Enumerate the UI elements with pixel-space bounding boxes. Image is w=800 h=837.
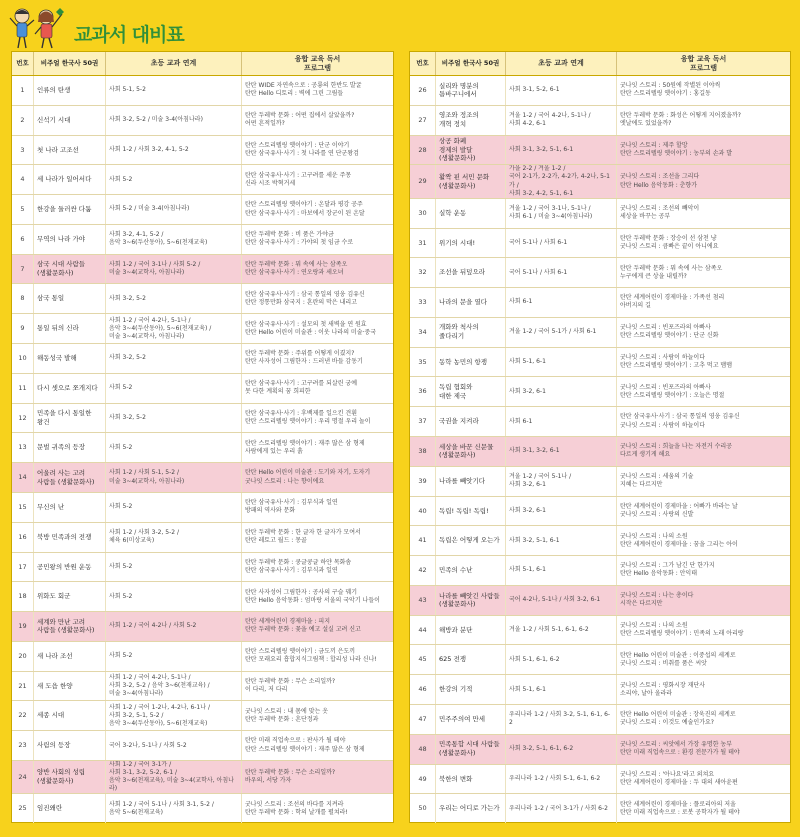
table-row	[12, 493, 393, 523]
curriculum-link: 국어 3-2나, 5-1나 / 사회 5-2	[106, 731, 242, 760]
reading-program: 굿나잇 스토리 : 나의 소원 탄탄 스토리텔링 옛이야기 : 민족의 노래 아리랑	[620, 621, 744, 638]
book-title: 한강을 둘러싼 다툼	[34, 195, 106, 224]
header-curriculum: 초등 교과 연계	[106, 52, 242, 75]
table-row	[12, 76, 393, 106]
curriculum-link: 사회 1-2 / 국어 5-1나 / 사회 3-1, 5-2 / 음악 5~6(천재교육)	[106, 794, 242, 823]
reading-program: 굿나잇 스토리 : 희늘을 나는 자전거 수리공 다르게 생기게 해요	[620, 443, 732, 459]
table-row	[410, 675, 790, 705]
table-row	[12, 106, 393, 136]
table-row	[12, 612, 393, 642]
reading-program: 탄탄 세계어린이 경제마을 : 가족선 첨리 아버지의 길	[620, 294, 725, 310]
curriculum-link: 사회 6-1	[506, 407, 617, 436]
curriculum-link: 사회 1-2 / 국어 4-2나 / 사회 5-2	[106, 612, 242, 641]
book-title: 해방과 분단	[436, 616, 506, 645]
row-number: 44	[410, 616, 436, 645]
row-number: 22	[12, 701, 34, 730]
table-row	[12, 374, 393, 404]
reading-program: 탄탄 세계어린이 경제마을 : 피지 탄탄 두레박 문화 : 꽃을 예고 설실 고려 신고	[245, 618, 361, 634]
table-row	[410, 467, 790, 497]
table-row	[12, 284, 393, 314]
row-number: 16	[12, 523, 34, 552]
reading-program: 굿나잇 스토리 : 제주 할망 탄탄 스토리텔링 옛이야기 : 농부의 손과 발	[620, 141, 732, 157]
reading-program: 탄탄 Hello 어린이 미술관 : 도기와 자기, 도자기 굿나잇 스토리 : 나는 향이에요	[245, 469, 371, 485]
table-row	[410, 288, 790, 318]
curriculum-link: 사회 1-2 / 사회 3-2, 5-2 / 체육 6(미상교육)	[106, 523, 242, 552]
table-row	[12, 701, 393, 731]
row-number: 48	[410, 735, 436, 764]
book-title: 독립 협회와 대한 제국	[436, 377, 506, 406]
curriculum-link: 겨울 1-2 / 국어 5-1가 / 사회 6-1	[506, 318, 617, 347]
reading-program: 탄탄 스토리텔링 옛이야기 : 재주 많은 삼 형제 사람에게 있는 우리 흙	[245, 439, 365, 455]
book-title: 민주주의여 만세	[436, 705, 506, 734]
reading-program: 탄탄 삼국유사·사기 : 삼국 통일의 영웅 김유신 굿나잇 스토리 : 사람이 하늘이다	[620, 413, 740, 429]
curriculum-link: 사회 5-2 / 미술 3-4(아침나라)	[106, 195, 242, 224]
reading-program: 탄탄 두레박 문화 : 무슨 소리일까? 이 다리, 저 다리	[245, 677, 336, 694]
reading-program: 탄탄 삼국유사·사기 : 삼국 통일의 영웅 김유신 탄탄 정통만화 삼국지 : 혼란의 막은 내리고	[245, 290, 365, 306]
row-number: 35	[410, 348, 436, 377]
book-title: 신석기 시대	[34, 106, 106, 135]
curriculum-link: 사회 6-1	[506, 288, 617, 317]
page-header	[0, 0, 800, 52]
table-row	[410, 348, 790, 378]
reading-program: 굿나잇 스토리 : 사람이 하늘이다 탄탄 스토리텔링 옛이야기 : 고추 먹고 맴맴	[620, 353, 732, 370]
curriculum-link: 겨울 1-2 / 국어 4-2나, 5-1나 / 사회 4-2, 6-1	[506, 106, 617, 135]
reading-program: 굿나잇 스토리 : '아나요'라고 외쳐요 탄탄 세계어린이 경제마을 : 두 대의 새아윤편	[620, 770, 738, 786]
book-title: 삼국 통일	[34, 284, 106, 313]
table-row	[410, 229, 790, 259]
table-row	[12, 255, 393, 285]
table-header	[410, 52, 790, 76]
reading-program: 굿나잇 스토리 : 평화시장 재단사 소리야, 날아 올라라	[620, 681, 705, 697]
book-title: 어울려 사는 고려 사람들 (생활문화사)	[34, 463, 106, 492]
curriculum-link: 사회 3-2, 6-1	[506, 377, 617, 406]
header-title: 비주얼 한국사 50권	[436, 52, 506, 75]
book-title: 국권을 지켜라	[436, 407, 506, 436]
reading-program: 탄탄 두레박 문화 : 비 품은 가야금 탄탄 삼국유사·사기 : 가야의 첫 임금 수로	[245, 231, 354, 247]
table-header	[12, 52, 393, 76]
book-title: 우리는 어디로 가는가	[436, 794, 506, 823]
row-number: 27	[410, 106, 436, 135]
reading-program: 탄탄 두레박 문화 : 장승이 선 삼천 냥 굿나잇 스토리 : 큼빠은 끝이 아니에요	[620, 234, 719, 250]
table-row	[410, 526, 790, 556]
table-row	[12, 344, 393, 374]
row-number: 25	[12, 794, 34, 823]
row-number: 2	[12, 106, 34, 135]
curriculum-link: 겨울 1-2 / 국어 5-1나 / 사회 3-2, 6-1	[506, 467, 617, 496]
table-row	[12, 642, 393, 672]
row-number: 40	[410, 497, 436, 526]
reading-program: 탄탄 삼국유사·사기 : 설모의 첫 새벽을 연 원효 탄탄 Hello 어린이 미술관 : 이웃 나라의 미술·중국	[245, 320, 377, 336]
row-number: 1	[12, 76, 34, 105]
row-number: 8	[12, 284, 34, 313]
row-number: 26	[410, 76, 436, 105]
row-number: 18	[12, 582, 34, 611]
table-row	[12, 463, 393, 493]
header-reading-program: 융합 교육 독서 프로그램	[294, 55, 341, 72]
curriculum-link: 사회 1-2 / 국어 3-1나 / 사회 5-2 / 미술 3~4(교학사, 아침나라)	[106, 255, 242, 284]
curriculum-link: 사회 3-1, 3-2, 5-1, 6-1	[506, 136, 617, 165]
book-title: 세 나라가 일어서다	[34, 165, 106, 194]
table-row	[12, 195, 393, 225]
table-row	[12, 672, 393, 702]
row-number: 45	[410, 645, 436, 674]
table-row	[12, 761, 393, 794]
book-title: 문벌 귀족의 등장	[34, 433, 106, 462]
table-row	[410, 437, 790, 467]
book-title: 민족을 다시 통일한 왕건	[34, 404, 106, 433]
book-title: 무신의 난	[34, 493, 106, 522]
reading-program: 탄탄 삼국유사·사기 : 후백제를 일으킨 견훤 탄탄 스토리텔링 옛이야기 : 우리 명절 우리 놀이	[245, 409, 371, 425]
curriculum-link: 사회 1-2 / 국어 1-2나, 4-2나, 6-1나 / 사회 3-2, 5-1, 5-2 / 음악 3~4(두산동아), 5~6(천재교육)	[106, 701, 242, 730]
row-number: 3	[12, 136, 34, 165]
reading-program: 탄탄 두레박 문화 : 한 글자 한 글자가 모여서 탄탄 레토고 월드 : 몽골	[245, 529, 361, 545]
table-row	[410, 258, 790, 288]
table-row	[12, 404, 393, 434]
row-number: 39	[410, 467, 436, 496]
reading-program: 탄탄 두레박 문화 : 화성은 어떻게 지어졌을까? 엣날에도 있었을까?	[620, 112, 741, 128]
table-body	[410, 76, 790, 823]
book-title: 위기의 시대!	[436, 229, 506, 258]
row-number: 14	[12, 463, 34, 492]
reading-program: 탄탄 스토리텔링 옛이야기 : 금도끼 은도끼 탄탄 모래요리 흡합지식그림책 : 합리성 나라 신나!	[245, 648, 377, 664]
book-title: 통일 뒤의 신라	[34, 314, 106, 343]
book-title: 실리와 명분의 틈바구니에서	[436, 76, 506, 105]
table-row	[12, 553, 393, 583]
curriculum-link: 사회 3-2, 5-1, 6-1, 6-2	[506, 735, 617, 764]
row-number: 43	[410, 586, 436, 615]
row-number: 33	[410, 288, 436, 317]
book-title: 한강의 기적	[436, 675, 506, 704]
table-row	[12, 314, 393, 344]
book-title: 새 나라 조선	[34, 642, 106, 671]
book-title: 세종 시대	[34, 701, 106, 730]
row-number: 24	[12, 761, 34, 793]
curriculum-link: 겨울 1-2 / 사회 5-1, 6-1, 6-2	[506, 616, 617, 645]
curriculum-link: 국어 5-1나 / 사회 6-1	[506, 229, 617, 258]
reading-program: 탄탄 두레박 문화 : 주위를 어떻게 이겼지? 탄탄 사자성어 그림한자 : 드러낸 바들 감동기	[245, 350, 363, 366]
reading-program: 탄탄 삼국유사·사기 : 고구려를 세운 주몽 신라 시조 박혁거세	[245, 171, 352, 187]
book-title: 첫 나라 고조선	[34, 136, 106, 165]
row-number: 4	[12, 165, 34, 194]
table-row	[410, 199, 790, 229]
curriculum-link: 사회 1-2 / 사회 3-2, 4-1, 5-2	[106, 136, 242, 165]
reading-program: 굿나잇 스토리 : 빈포즈라의 아빠사 탄탄 스토리텔링 옛이야기 : 단군 신화	[620, 324, 719, 340]
reading-program: 굿나잇 스토리 : 조선의 바다를 지켜라 탄탄 두레박 문화 : 학의 날개를 펼쳐라!	[245, 800, 348, 816]
table-row	[410, 407, 790, 437]
book-title: 625 전쟁	[436, 645, 506, 674]
table-row	[410, 165, 790, 198]
row-number: 36	[410, 377, 436, 406]
curriculum-link: 사회 3-2, 5-2 / 미술 3-4(아침나라)	[106, 106, 242, 135]
header-no: 번호	[12, 52, 34, 75]
curriculum-link: 사회 1-2 / 국어 4-2나, 5-1나 / 음악 3~4(두산동아), 5~6(천재교육) / 미술 3~4(교학사, 아침나라)	[106, 314, 242, 343]
row-number: 32	[410, 258, 436, 287]
reading-program: 탄탄 WIDE 자연속으로 : 공룡의 한반도 발굴 탄탄 Hello 디토리 : 벽에 그린 그림들	[245, 82, 362, 98]
row-number: 28	[410, 136, 436, 165]
curriculum-link: 사회 5-1, 6-1	[506, 348, 617, 377]
table-row	[410, 586, 790, 616]
table-row	[410, 616, 790, 646]
curriculum-link: 사회 3-2, 5-2	[106, 404, 242, 433]
curriculum-link: 가을 2-2 / 겨울 1-2 / 국어 2-1가, 2-2가, 4-2가, 4-2나, 5-1가 / 사회 3-2, 4-2, 5-1, 6-1	[506, 165, 617, 197]
table-row	[410, 705, 790, 735]
table-row	[410, 318, 790, 348]
book-title: 영조와 정조의 개혁 정치	[436, 106, 506, 135]
table-row	[12, 731, 393, 761]
reading-program: 탄탄 사자성어 그림한자 : 공사의 구슬 꿰기 탄탄 Hello 음악동화 : 엄마랑 서울의 국악기 나들이	[245, 588, 380, 604]
book-title: 상공 화폐 경제의 발달 (생활문화사)	[436, 136, 506, 165]
curriculum-link: 국어 5-1나 / 사회 6-1	[506, 258, 617, 287]
curriculum-link: 사회 3-2, 6-1	[506, 497, 617, 526]
kids-mascot-icon	[8, 4, 68, 50]
curriculum-link: 사회 3-2, 5-1, 6-1	[506, 526, 617, 555]
row-number: 41	[410, 526, 436, 555]
table-row	[12, 165, 393, 195]
comparison-table-left	[11, 51, 394, 823]
row-number: 31	[410, 229, 436, 258]
table-row	[410, 765, 790, 795]
curriculum-link: 사회 5-2	[106, 165, 242, 194]
reading-program: 굿나잇 스토리 : 빈포즈라의 아빠사 탄탄 스토리텔링 옛이야기 : 오늘은 명절	[620, 383, 725, 399]
book-title: 양반 사회의 성립 (생활문화사)	[34, 761, 106, 793]
reading-program: 탄탄 두레박 문화 : 뭐 속에 사는 삼족오 탄탄 삼국유사·사기 : 연오랑과 세오녀	[245, 260, 348, 277]
reading-program: 탄탄 스토리텔링 옛이야기 : 단군 이야기 탄탄 삼국유사·사기 : 첫 나라를 연 단군왕검	[245, 141, 359, 157]
reading-program: 탄탄 두레박 문화 : 무슨 소리일까? 바우의, 서당 가자	[245, 769, 336, 785]
curriculum-link: 겨울 1-2 / 국어 3-1나, 5-1나 / 사회 6-1 / 미술 3~4(아침나라)	[506, 199, 617, 228]
table-row	[12, 225, 393, 255]
book-title: 세상을 바꾼 신문물 (생활문화사)	[436, 437, 506, 466]
reading-program: 탄탄 삼국유사·사기 : 고구려를 되살린 궁예 못 다한 계획의 꿈 희피한	[245, 380, 357, 396]
row-number: 6	[12, 225, 34, 254]
book-title: 삼국 시대 사람들 (생활문화사)	[34, 255, 106, 284]
curriculum-link: 사회 3-2, 4-1, 5-2 / 음악 3~6(두산동아), 5~6(천재교육)	[106, 225, 242, 254]
curriculum-link: 사회 1-2 / 국어 4-2나, 5-1나 / 사회 3-2, 5-2 / 음악 3~6(천재교육) / 미술 3~4(아침나라)	[106, 672, 242, 701]
curriculum-link: 우리나라 1-2 / 사회 5-1, 6-1, 6-2	[506, 765, 617, 794]
curriculum-link: 우리나라 1-2 / 사회 3-2, 5-1, 6-1, 6-2	[506, 705, 617, 734]
row-number: 7	[12, 255, 34, 284]
book-title: 민족의 수난	[436, 556, 506, 585]
book-title: 공민왕의 반원 운동	[34, 553, 106, 582]
curriculum-link: 사회 3-1, 3-2, 6-1	[506, 437, 617, 466]
table-row	[410, 497, 790, 527]
book-title: 위화도 회군	[34, 582, 106, 611]
table-row	[410, 556, 790, 586]
book-title: 민족통합 시대 사람들 (생활문화사)	[436, 735, 506, 764]
book-title: 북한의 변화	[436, 765, 506, 794]
table-row	[12, 582, 393, 612]
curriculum-link: 사회 5-1, 6-1	[506, 675, 617, 704]
page-title: 교과서 대비표	[74, 24, 184, 46]
reading-program: 탄탄 삼국유사·사기 : 김부식과 일연 방패의 역사와 문화	[245, 499, 338, 515]
curriculum-link: 사회 3-1, 5-2, 6-1	[506, 76, 617, 105]
table-row	[410, 735, 790, 765]
book-title: 나라를 빼앗긴 사람들 (생활문화사)	[436, 586, 506, 615]
curriculum-link: 사회 1-2 / 사회 5-1, 5-2 / 미술 3~4(교학사, 아침나라)	[106, 463, 242, 492]
row-number: 30	[410, 199, 436, 228]
row-number: 13	[12, 433, 34, 462]
reading-program: 탄탄 Hello 어린이 미술관 : 장욱진의 세계로 굿나잇 스토리 : 이것도 예술인가요?	[620, 711, 736, 727]
row-number: 50	[410, 794, 436, 823]
reading-program: 굿나잇 스토리 : 그가 남긴 단 한가지 탄탄 Hello 음악동화 : 안익태	[620, 562, 715, 578]
row-number: 15	[12, 493, 34, 522]
table-row	[410, 645, 790, 675]
header-title: 비주얼 한국사 50권	[34, 52, 106, 75]
table-row	[12, 523, 393, 553]
table-row	[12, 136, 393, 166]
reading-program: 탄탄 두레박 문화 : 뭐 속에 사는 삼족오 누구에게 큰 상을 내릴까?	[620, 264, 723, 280]
curriculum-link: 사회 5-1, 6-1, 6-2	[506, 645, 617, 674]
book-title: 사림의 등장	[34, 731, 106, 760]
book-title: 독립은 어떻게 오는가	[436, 526, 506, 555]
row-number: 37	[410, 407, 436, 436]
curriculum-link: 사회 5-1, 6-1	[506, 556, 617, 585]
row-number: 12	[12, 404, 34, 433]
curriculum-link: 국어 4-2나, 5-1나 / 사회 3-2, 6-1	[506, 586, 617, 615]
row-number: 21	[12, 672, 34, 701]
header-curriculum: 초등 교과 연계	[506, 52, 617, 75]
reading-program: 탄탄 두레박 문화 : 쿵글쿵글 하얀 목화솜 탄탄 삼국유사·사기 : 김부식과 일연	[245, 558, 352, 574]
reading-program: 굿나잇 스토리 : 나는 총이다 시작은 다르지만	[620, 592, 694, 608]
curriculum-link: 사회 5-2	[106, 582, 242, 611]
book-title: 실학 운동	[436, 199, 506, 228]
book-title: 독립! 독립! 독립!	[436, 497, 506, 526]
header-reading-program: 융합 교육 독서 프로그램	[680, 55, 727, 72]
reading-program: 탄탄 미래 직업속으로 : 판사가 될 테야 탄탄 스토리텔링 옛이야기 : 재주 많은 삼 형제	[245, 737, 365, 753]
reading-program: 굿나잇 스토리 : 나의 소원 탄탄 세계어린이 경제마을 : 꿈을 그리는 아이	[620, 532, 738, 548]
row-number: 11	[12, 374, 34, 403]
book-title: 나라의 문을 열다	[436, 288, 506, 317]
reading-program: 굿나잇 스토리 : 조선의 빼악이 세상을 바꾸는 공부	[620, 205, 700, 221]
book-title: 활짝 핀 서민 문화 (생활문화사)	[436, 165, 506, 197]
reading-program: 굿나잇 스토리 : 내 몸에 맞는 옷 탄탄 두레박 문화 : 흔단정과	[245, 707, 329, 723]
row-number: 46	[410, 675, 436, 704]
row-number: 42	[410, 556, 436, 585]
row-number: 5	[12, 195, 34, 224]
book-title: 다시 셋으로 쪼개지다	[34, 374, 106, 403]
reading-program: 굿나잇 스토리 : 세움의 기술 지혜는 다르지만	[620, 473, 694, 489]
row-number: 34	[410, 318, 436, 347]
row-number: 9	[12, 314, 34, 343]
reading-program: 탄탄 두레박 문화 : 어떤 집에서 살았을까? 어떤 흔적일까?	[245, 112, 355, 128]
row-number: 19	[12, 612, 34, 641]
reading-program: 굿나잇 스토리 : 50원에 작별된 이야씩 탄탄 스토리텔링 옛이야기 : 홍길동	[620, 82, 721, 98]
header-no: 번호	[410, 52, 436, 75]
curriculum-link: 사회 5-2	[106, 553, 242, 582]
row-number: 23	[12, 731, 34, 760]
curriculum-link: 사회 5-2	[106, 642, 242, 671]
row-number: 17	[12, 553, 34, 582]
reading-program: 탄탄 Hello 어린이 미술관 : 이중섭의 세계로 굿나잇 스토리 : 비취를 품은 씨앗	[620, 651, 736, 667]
table-row	[410, 794, 790, 823]
comparison-table-right	[409, 51, 791, 823]
table-row	[410, 106, 790, 136]
book-title: 나라를 빼앗기다	[436, 467, 506, 496]
curriculum-link: 우리나라 1-2 / 국어 3-1가 / 사회 6-2	[506, 794, 617, 823]
table-row	[410, 377, 790, 407]
curriculum-link: 사회 5-2	[106, 433, 242, 462]
curriculum-link: 사회 3-2, 5-2	[106, 344, 242, 373]
reading-program: 굿나잇 스토리 : 조선을 그리다 탄탄 Hello 음악동화 : 춘향가	[620, 173, 700, 189]
table-row	[12, 433, 393, 463]
reading-program: 탄탄 세계어린이 경제마을 : 플로리아의 저울 탄탄 미래 직업속으로 : 로봇 공학자가 될 테야	[620, 800, 740, 816]
book-title: 새 도읍 한양	[34, 672, 106, 701]
book-title: 동학 농민의 항쟁	[436, 348, 506, 377]
book-title: 해동성국 발해	[34, 344, 106, 373]
table-body	[12, 76, 393, 823]
table-row	[410, 136, 790, 166]
book-title: 세계와 만난 고려 사람들 (생활문화사)	[34, 612, 106, 641]
curriculum-link: 사회 5-1, 5-2	[106, 76, 242, 105]
row-number: 20	[12, 642, 34, 671]
reading-program: 탄탄 스토리텔링 옛이야기 : 온달과 평강 공주 탄탄 삼국유사·사기 : 마보에서 장군이 된 온달	[245, 201, 365, 217]
row-number: 49	[410, 765, 436, 794]
book-title: 북방 민족과의 전쟁	[34, 523, 106, 552]
reading-program: 굿나잇 스토리 : 씨앗에서 가장 유명한 농부 탄탄 미래 직업속으로 : 환경 전문가가 될 테야	[620, 741, 740, 757]
table-row	[410, 76, 790, 106]
curriculum-link: 사회 5-2	[106, 374, 242, 403]
table-row	[12, 794, 393, 823]
row-number: 10	[12, 344, 34, 373]
book-title: 개화와 척사의 줄다리기	[436, 318, 506, 347]
row-number: 38	[410, 437, 436, 466]
book-title: 임진왜란	[34, 794, 106, 823]
curriculum-link: 사회 3-2, 5-2	[106, 284, 242, 313]
book-title: 조선을 뒤덮으라	[436, 258, 506, 287]
row-number: 29	[410, 165, 436, 197]
book-title: 인류의 탄생	[34, 76, 106, 105]
row-number: 47	[410, 705, 436, 734]
reading-program: 탄탄 세계어린이 경제마을 : 어빠가 바라는 날 굿나잇 스토리 : 사랑의 신발	[620, 502, 738, 518]
curriculum-link: 사회 1-2 / 국어 3-1가 / 사회 3-1, 3-2, 5-2, 6-1 / 음악 3~6(천재교육), 미술 3~4(교학사, 아침나라)	[106, 761, 242, 793]
curriculum-link: 사회 5-2	[106, 493, 242, 522]
book-title: 무역의 나라 가야	[34, 225, 106, 254]
